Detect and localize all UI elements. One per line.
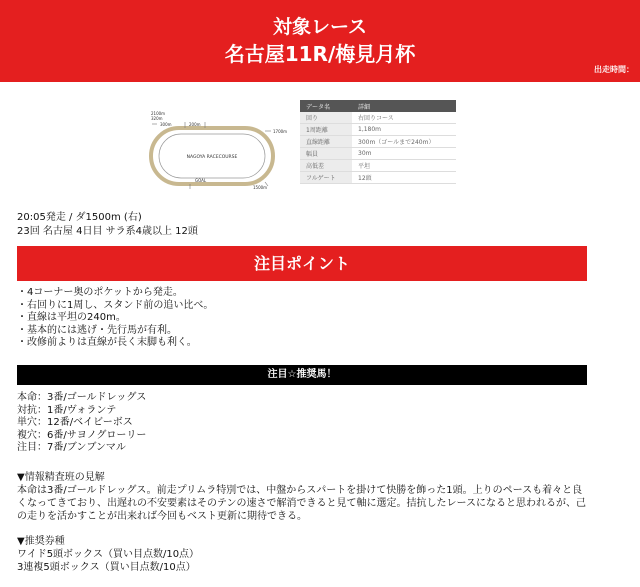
list-item: 注目：7番/ブンブンマル <box>17 442 126 453</box>
course-mark: 320m <box>151 116 163 121</box>
race-info-line1: 20:05発走 / ダ1500m (右) <box>17 212 142 223</box>
table-cell: 1周距離 <box>300 124 352 136</box>
points-heading: 注目ポイント <box>17 246 587 281</box>
list-item: 3連複5頭ボックス（買い目点数/10点） <box>17 562 196 573</box>
picks-list <box>17 392 146 455</box>
course-name: NAGOYA RACECOURSE <box>186 155 238 160</box>
table-cell: 12頭 <box>352 172 456 184</box>
table-cell: フルゲート <box>300 172 352 184</box>
table-cell: 右回りコース <box>352 112 456 124</box>
list-item: 単穴：12番/ベイビーボス <box>17 417 133 428</box>
table-cell: 平坦 <box>352 160 456 172</box>
table-cell: 1,180m <box>352 124 456 136</box>
course-mark: 1700m <box>273 129 288 134</box>
page-header <box>0 0 640 82</box>
analysis-section <box>17 471 587 523</box>
course-mark: 300m <box>160 122 172 127</box>
post-time-label: 出走時間： <box>594 65 634 74</box>
table-cell: 直線距離 <box>300 136 352 148</box>
race-info <box>17 211 198 239</box>
list-item: ・右回りに1周し、スタンド前の追い比べ。 <box>17 299 214 311</box>
table-header: 詳細 <box>352 100 456 112</box>
table-cell: 30m <box>352 148 456 160</box>
table-row <box>300 148 456 160</box>
table-header-row <box>300 100 456 112</box>
tickets-heading: ▼推奨券種 <box>17 536 65 547</box>
table-cell: 高低差 <box>300 160 352 172</box>
goal-mark: GOAL <box>195 178 207 183</box>
picks-heading: 注目☆推奨馬！ <box>17 365 587 385</box>
table-cell: 幅員 <box>300 148 352 160</box>
analysis-heading: ▼情報精査班の見解 <box>17 472 105 483</box>
table-row <box>300 160 456 172</box>
list-item: 対抗：1番/ヴォランテ <box>17 404 117 416</box>
list-item: ワイド5頭ボックス（買い目点数/10点） <box>17 549 200 560</box>
table-header: データ名 <box>300 100 352 112</box>
race-info-line2: 23回 名古屋 4日目 サラ系4歳以上 12頭 <box>17 226 198 237</box>
course-data-table <box>300 100 456 184</box>
table-cell: 300m（ゴールまで240m） <box>352 136 456 148</box>
list-item: ・4コーナー奥のポケットから発走。 <box>17 287 183 298</box>
table-cell: 回り <box>300 112 352 124</box>
table-row <box>300 172 456 184</box>
course-mark: 2100m <box>151 111 166 116</box>
header-title-line2: 名古屋11R/梅見月杯 <box>224 42 416 66</box>
list-item: ・改修前よりは直線が長く末脚も利く。 <box>17 337 197 348</box>
course-mark: 200m <box>189 122 201 127</box>
points-list <box>17 287 213 350</box>
table-row <box>300 112 456 124</box>
table-row <box>300 136 456 148</box>
list-item: 複穴：6番/サヨノグローリー <box>17 429 147 441</box>
list-item: ・直線は平坦の240m。 <box>17 312 126 323</box>
tickets-section <box>17 535 587 574</box>
table-row <box>300 124 456 136</box>
list-item: ・基本的には逃げ・先行馬が有利。 <box>17 324 177 336</box>
course-mark: 1500m <box>253 185 268 190</box>
header-title-line1: 対象レース <box>272 16 368 38</box>
analysis-text: 本命は3番/ゴールドレッグス。前走プリムラ特別では、中盤からスパートを掛けて快勝を飾った1頭。上りのペースも着々と良くなってきており、出遅れの不安要素はそのテンの速さで解消できると見て軸に選定。拮抗したレースになると思われるが、己の走りを活かすことが出来れば今回もベスト更新に期待できる。 <box>17 485 586 522</box>
list-item: 本命：3番/ゴールドレッグス <box>17 392 147 403</box>
